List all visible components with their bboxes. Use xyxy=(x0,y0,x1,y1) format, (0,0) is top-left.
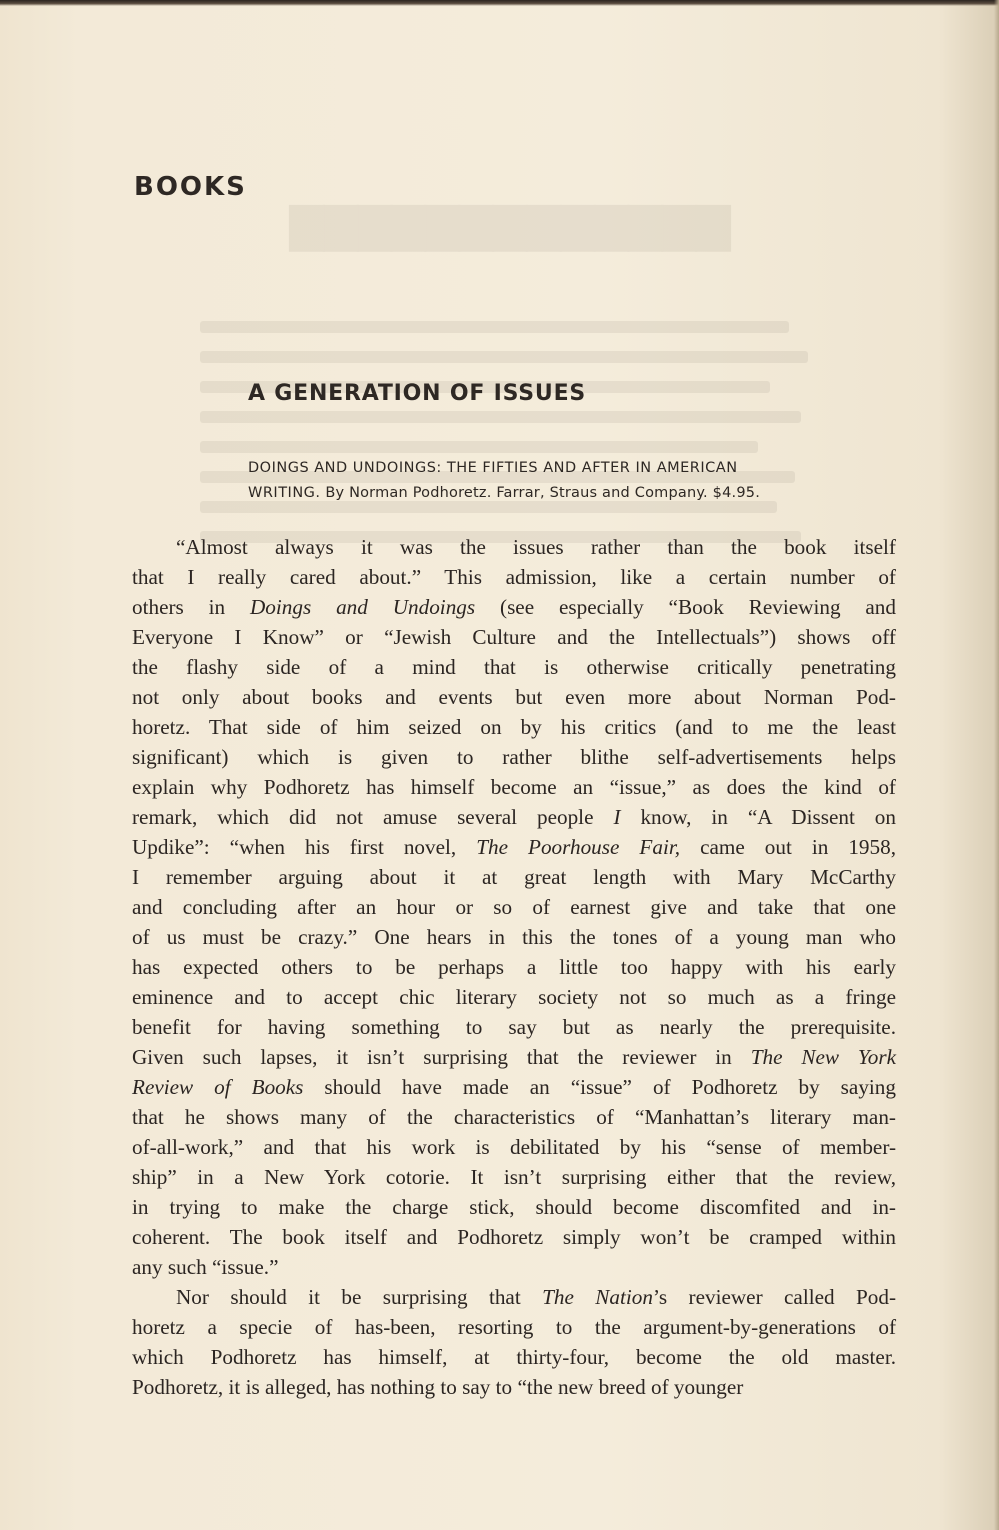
book-citation xyxy=(248,456,908,506)
text-run: Nor should it be surprising that xyxy=(176,1285,543,1309)
text-run: of-all-work,” and that his work is debilitated by his “sense of member- xyxy=(132,1135,896,1159)
text-run: ’s reviewer called Pod- xyxy=(653,1285,897,1309)
text-run: Updike”: “when his first novel, xyxy=(132,835,477,859)
italic-title: The Nation xyxy=(542,1285,653,1309)
text-line xyxy=(132,652,896,682)
text-run: came out in 1958, xyxy=(680,835,897,859)
text-line xyxy=(132,1192,896,1222)
book-title-line: DOINGS AND UNDOINGS: THE FIFTIES AND AFTER IN AMERICAN xyxy=(248,460,738,476)
text-line xyxy=(132,802,896,832)
text-run: in trying to make the charge stick, should become discomfited and in- xyxy=(132,1195,896,1219)
text-line xyxy=(132,682,896,712)
text-line xyxy=(132,982,896,1012)
text-line xyxy=(132,1312,896,1342)
paragraph-2 xyxy=(132,1282,896,1402)
text-line xyxy=(132,1222,896,1252)
section-heading: BOOKS xyxy=(134,172,247,202)
text-run: remark, which did not amuse several people xyxy=(132,805,614,829)
text-run: not only about books and events but even more about Norman Pod- xyxy=(132,685,896,709)
text-line xyxy=(132,1342,896,1372)
text-run: any such “issue.” xyxy=(132,1255,279,1279)
text-run: know, in “A Dissent on xyxy=(620,805,896,829)
text-line xyxy=(132,1012,896,1042)
text-line xyxy=(132,1372,896,1402)
text-run: others in xyxy=(132,595,250,619)
text-run: Everyone I Know” or “Jewish Culture and the Intellectuals”) shows off xyxy=(132,625,896,649)
text-run: eminence and to accept chic literary society not so much as a fringe xyxy=(132,985,896,1009)
text-run: significant) which is given to rather blithe self-advertisements helps xyxy=(132,745,896,769)
text-line xyxy=(132,622,896,652)
text-run: horetz. That side of him seized on by his critics (and to me the least xyxy=(132,715,896,739)
text-run: I remember arguing about it at great length with Mary McCarthy xyxy=(132,865,896,889)
text-line xyxy=(132,742,896,772)
text-line xyxy=(132,922,896,952)
text-run: (see especially “Book Reviewing and xyxy=(475,595,896,619)
text-run: Podhoretz, it is alleged, has nothing to say to “the new breed of younger xyxy=(132,1375,744,1399)
text-line xyxy=(132,862,896,892)
text-line xyxy=(132,1282,896,1312)
book-author-publisher-price: By Norman Podhoretz. Farrar, Straus and Company. $4.95. xyxy=(325,485,760,501)
text-line xyxy=(132,712,896,742)
italic-title: I xyxy=(613,805,621,829)
italic-title: Review of Books xyxy=(132,1075,304,1099)
text-line xyxy=(132,832,896,862)
book-title-end: WRITING. xyxy=(248,485,321,501)
article-title: A GENERATION OF ISSUES xyxy=(248,381,587,406)
text-line xyxy=(132,952,896,982)
paragraph-1 xyxy=(132,532,896,1282)
book-details-line xyxy=(248,481,908,506)
text-run: horetz a specie of has-been, resorting to the argument-by-generations of xyxy=(132,1315,896,1339)
text-line xyxy=(132,1162,896,1192)
text-line xyxy=(132,1042,896,1072)
text-run: and concluding after an hour or so of earnest give and take that one xyxy=(132,895,896,919)
text-line xyxy=(132,532,896,562)
text-run: benefit for having something to say but as nearly the prerequisite. xyxy=(132,1015,896,1039)
text-run: explain why Podhoretz has himself become an “issue,” as does the kind of xyxy=(132,775,896,799)
text-line xyxy=(132,1132,896,1162)
text-line xyxy=(132,892,896,922)
text-run: that he shows many of the characteristics of “Manhattan’s literary man- xyxy=(132,1105,896,1129)
italic-title: The Poorhouse Fair, xyxy=(476,835,681,859)
text-run: ship” in a New York cotorie. It isn’t surprising either that the review, xyxy=(132,1165,896,1189)
text-run: coherent. The book itself and Podhoretz simply won’t be cramped within xyxy=(132,1225,896,1249)
text-run: that I really cared about.” This admission, like a certain number of xyxy=(132,565,896,589)
review-body xyxy=(132,532,896,1402)
text-line xyxy=(132,1102,896,1132)
italic-title: Doings and Undoings xyxy=(250,595,476,619)
text-line xyxy=(132,772,896,802)
text-run: Given such lapses, it isn’t surprising that the reviewer in xyxy=(132,1045,751,1069)
italic-title: The New York xyxy=(750,1045,897,1069)
text-run: of us must be crazy.” One hears in this the tones of a young man who xyxy=(132,925,896,949)
text-run: the flashy side of a mind that is otherwise critically penetrating xyxy=(132,655,896,679)
text-line xyxy=(132,1072,896,1102)
text-line xyxy=(132,592,896,622)
text-run: should have made an “issue” of Podhoretz by saying xyxy=(303,1075,896,1099)
text-run: “Almost always it was the issues rather than the book itself xyxy=(176,535,896,559)
text-run: which Podhoretz has himself, at thirty-four, become the old master. xyxy=(132,1345,896,1369)
text-run: has expected others to be perhaps a little too happy with his early xyxy=(132,955,896,979)
text-line xyxy=(132,562,896,592)
page-top-edge xyxy=(0,0,999,6)
bleed-through-reverse-side: ▇▇▇▇▇▇▇▇▇▇▇▇▇ xyxy=(200,190,820,1290)
text-line xyxy=(132,1252,896,1282)
page-right-edge xyxy=(994,0,999,1530)
